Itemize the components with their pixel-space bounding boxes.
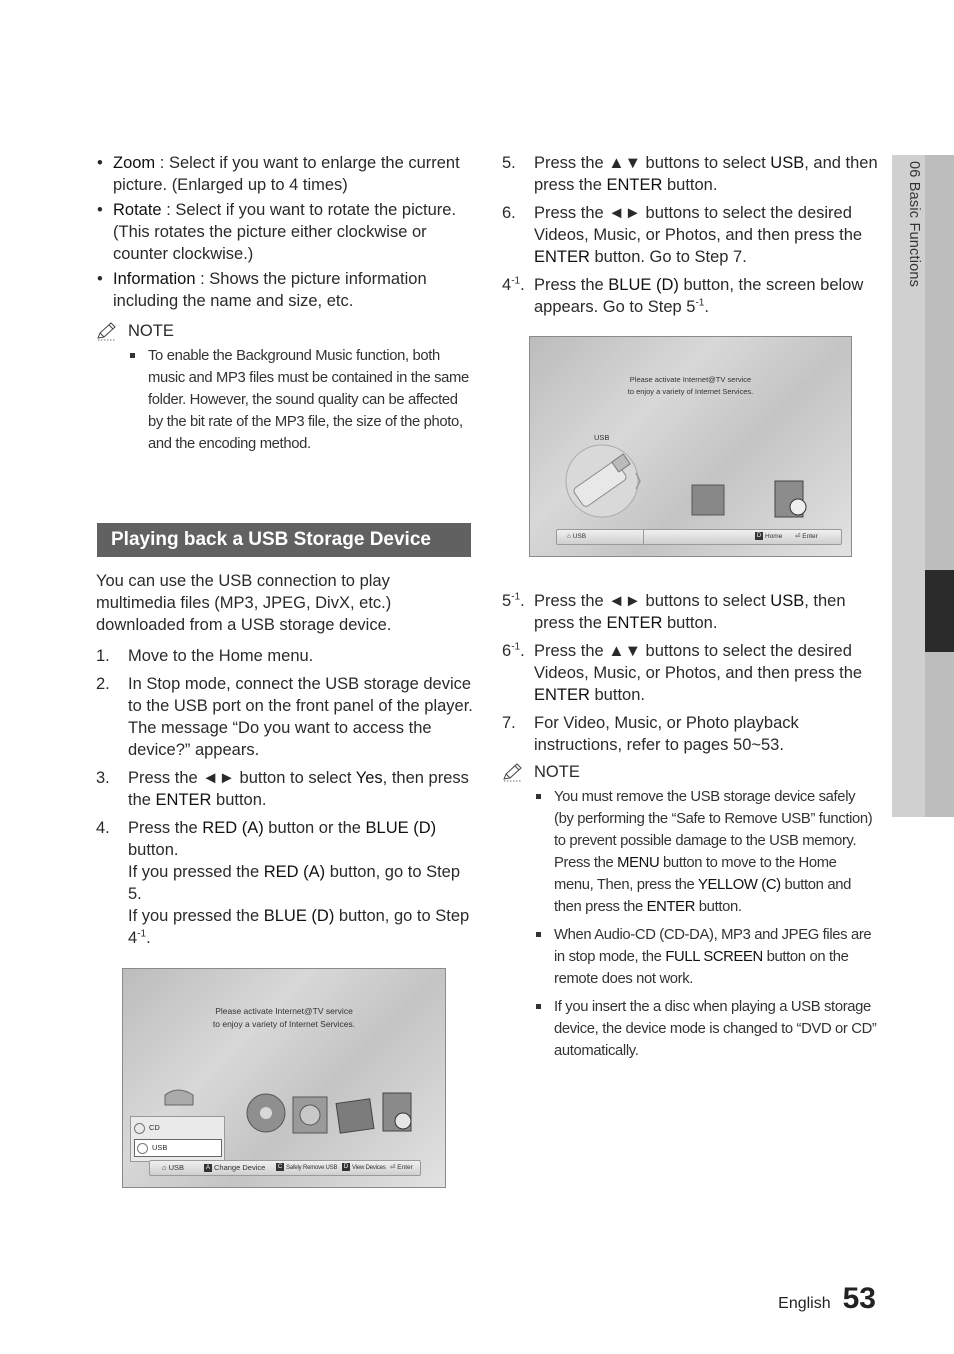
- device-menu: [130, 1116, 225, 1162]
- usb-label: USB: [594, 433, 610, 442]
- note-item-disc-insert: If you insert the a disc when playing a USB storage device, the device mode is changed to “DVD or CD” automatically.: [536, 996, 878, 1062]
- right-column: [502, 152, 878, 324]
- left-steps: [96, 570, 474, 955]
- side-tab-marker: [925, 570, 954, 652]
- side-tab-strip: [925, 155, 954, 817]
- usb-device-icons: [560, 443, 820, 523]
- usb-icon: [137, 1143, 148, 1154]
- bar-usb: ⌂ USB: [567, 533, 587, 540]
- page-footer: [778, 1282, 876, 1316]
- left-column: [96, 152, 474, 461]
- note-item-safe-remove: You must remove the USB storage device safely (by performing the “Safe to Remove USB” function) to prevent possible damage to the USB memory. Press the MENU button to move to the Home menu, Then, press the YELLOW (C) button and then press the ENTER button.: [536, 786, 878, 918]
- bar-enter: ⏎ Enter: [795, 533, 818, 540]
- bullet-zoom: • Zoom : Select if you want to enlarge the current picture. (Enlarged up to 4 times): [96, 152, 474, 196]
- note-item-full-screen: When Audio-CD (CD-DA), MP3 and JPEG files are in stop mode, the FULL SCREEN button on the remote does not work.: [536, 924, 878, 990]
- bar-enter: ⏎ Enter: [390, 1164, 413, 1171]
- menu-item-cd[interactable]: CD: [134, 1120, 220, 1135]
- usb-screen-screenshot: [529, 336, 852, 557]
- bar-change-device: A Change Device: [205, 1163, 266, 1172]
- step-7: 7. For Video, Music, or Photo playback instructions, refer to pages 50~53.: [502, 714, 799, 754]
- bar-home: D Home: [756, 533, 783, 540]
- step-4-1: $4^{-1}$. Press the BLUE (D) button, the screen below appears. Go to Step $5^{-1}$.: [502, 275, 864, 316]
- bar-safe-remove: C Safely Remove USB: [277, 1164, 338, 1171]
- page-number: 53: [842, 1282, 876, 1315]
- intro-paragraph: You can use the USB connection to play multimedia files (MP3, JPEG, DivX, etc.) downloaded from a USB storage device.: [96, 572, 392, 634]
- section-title: Playing back a USB Storage Device: [97, 523, 471, 557]
- pencil-icon: [96, 321, 118, 341]
- note-heading: NOTE: [502, 762, 878, 782]
- pencil-icon: [502, 762, 524, 782]
- bar-view-devices: D View Devices: [343, 1164, 386, 1171]
- note-item: To enable the Background Music function, both music and MP3 files must be contained in the same folder. However, the sound quality can be affected by the bit rate of the MP3 file, the size of the photo, and the encoding method.: [130, 345, 474, 455]
- right-steps: [502, 590, 878, 1068]
- chapter-side-tab: [892, 155, 954, 817]
- step-5-1: $5^{-1}$. Press the ◄► buttons to select USB, then press the ENTER button.: [502, 591, 846, 632]
- bar-divider: [643, 530, 644, 544]
- step-6-1: $6^{-1}$. Press the ▲▼ buttons to select the desired Videos, Music, or Photos, and then press the ENTER button.: [502, 641, 863, 704]
- screen-button-bar: [556, 529, 842, 545]
- screen-button-bar: [149, 1160, 421, 1176]
- footer-language: English: [778, 1295, 831, 1312]
- step-3: 3. Press the ◄► button to select Yes, then press the ENTER button.: [96, 769, 469, 809]
- step-5: 5. Press the ▲▼ buttons to select USB, and then press the ENTER button.: [502, 154, 878, 194]
- step-2: 2. In Stop mode, connect the USB storage device to the USB port on the front panel of the player. The message “Do you want to access the device?” appears.: [96, 675, 473, 759]
- chapter-label: 06 Basic Functions: [906, 161, 922, 288]
- menu-item-usb[interactable]: USB: [134, 1139, 222, 1157]
- step-6: 6. Press the ◄► buttons to select the desired Videos, Music, or Photos, and then press the ENTER button. Go to Step 7.: [502, 204, 863, 266]
- screen-message: Please activate Internet@TV service to enjoy a variety of Internet Services.: [212, 1006, 356, 1029]
- bullet-rotate: • Rotate : Select if you want to rotate the picture. (This rotates the picture either clockwise or counter clockwise.): [96, 199, 474, 265]
- step-4: 4. Press the RED (A) button or the BLUE (D) button. If you pressed the RED (A) button, go to Step 5. If you pressed the BLUE (D) button, go to Step $4^{-1}$.: [96, 819, 470, 947]
- note-heading: NOTE: [96, 321, 474, 341]
- disc-icon: [134, 1123, 145, 1134]
- home-screen-screenshot: [122, 968, 446, 1188]
- screen-message: Please activate Internet@TV service to enjoy a variety of Internet Services.: [627, 375, 754, 396]
- bullet-information: • Information : Shows the picture information including the name and size, etc.: [96, 268, 474, 312]
- step-1: 1. Move to the Home menu.: [96, 647, 314, 665]
- bar-usb: ⌂ USB: [162, 1163, 185, 1172]
